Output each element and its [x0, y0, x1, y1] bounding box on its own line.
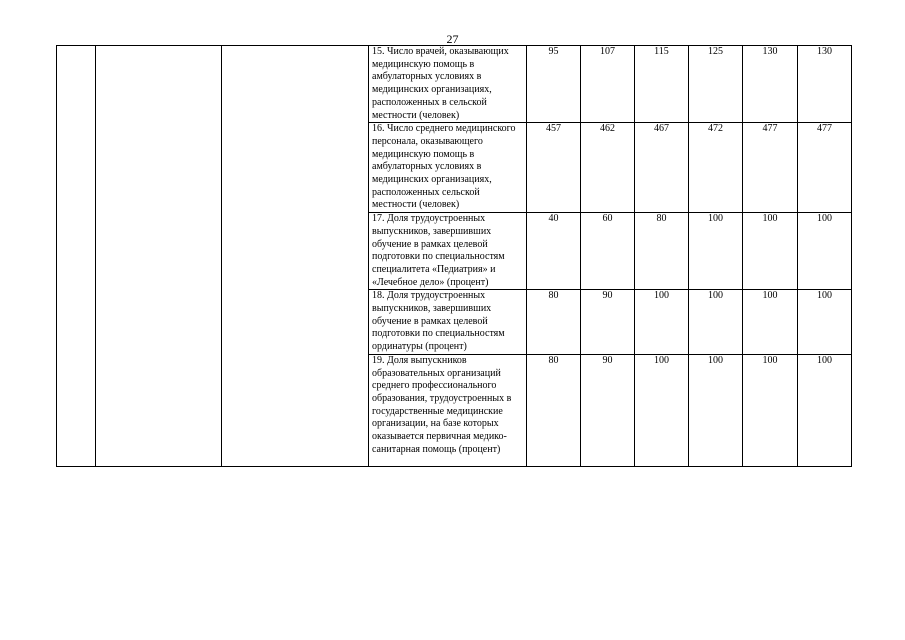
- indicator-value: 80: [527, 354, 581, 466]
- indicator-value: 477: [798, 123, 852, 213]
- indicator-value: 100: [743, 290, 798, 355]
- indicator-value: 100: [798, 213, 852, 290]
- measure-column-cell: [222, 46, 369, 467]
- indicator-value: 60: [581, 213, 635, 290]
- indicator-value: 80: [635, 213, 689, 290]
- indicator-value: 462: [581, 123, 635, 213]
- indicator-value: 100: [798, 290, 852, 355]
- indicator-value: 457: [527, 123, 581, 213]
- indicator-value: 90: [581, 354, 635, 466]
- indicator-description: 19. Доля выпускников образовательных организаций среднего профессионального образования, трудоустроенных в государственные медицинские организации, на базе которых оказывается первичная медико-санитарная помощь (процент): [369, 354, 527, 466]
- indicator-value: 115: [635, 46, 689, 123]
- indicator-value: 100: [689, 290, 743, 355]
- number-column-cell: [57, 46, 96, 467]
- indicator-value: 100: [635, 290, 689, 355]
- indicator-value: 130: [743, 46, 798, 123]
- indicator-value: 100: [743, 354, 798, 466]
- indicator-value: 100: [798, 354, 852, 466]
- indicator-value: 125: [689, 46, 743, 123]
- indicator-description: 15. Число врачей, оказывающих медицинскую помощь в амбулаторных условиях в медицинских организациях, расположенных в сельской местности (человек): [369, 46, 527, 123]
- indicator-value: 100: [689, 213, 743, 290]
- indicator-value: 95: [527, 46, 581, 123]
- indicator-value: 40: [527, 213, 581, 290]
- indicator-value: 130: [798, 46, 852, 123]
- indicator-value: 90: [581, 290, 635, 355]
- page-number: 27: [446, 32, 459, 46]
- indicator-value: 467: [635, 123, 689, 213]
- indicator-description: 17. Доля трудоустроенных выпускников, завершивших обучение в рамках целевой подготовки по специальностям специалитета «Педиатрия» и «Лечебное дело» (процент): [369, 213, 527, 290]
- indicator-description: 16. Число среднего медицинского персонала, оказывающего медицинскую помощь в амбулаторных условиях в медицинских организациях, расположенных сельской местности (человек): [369, 123, 527, 213]
- indicator-value: 107: [581, 46, 635, 123]
- indicator-description: 18. Доля трудоустроенных выпускников, завершивших обучение в рамках целевой подготовки по специальностям ординатуры (процент): [369, 290, 527, 355]
- indicator-value: 80: [527, 290, 581, 355]
- indicators-table: [56, 45, 852, 467]
- indicator-value: 472: [689, 123, 743, 213]
- indicator-value: 100: [689, 354, 743, 466]
- indicator-value: 100: [743, 213, 798, 290]
- table-row: [57, 46, 852, 123]
- indicator-value: 477: [743, 123, 798, 213]
- indicator-value: 100: [635, 354, 689, 466]
- name-column-cell: [96, 46, 222, 467]
